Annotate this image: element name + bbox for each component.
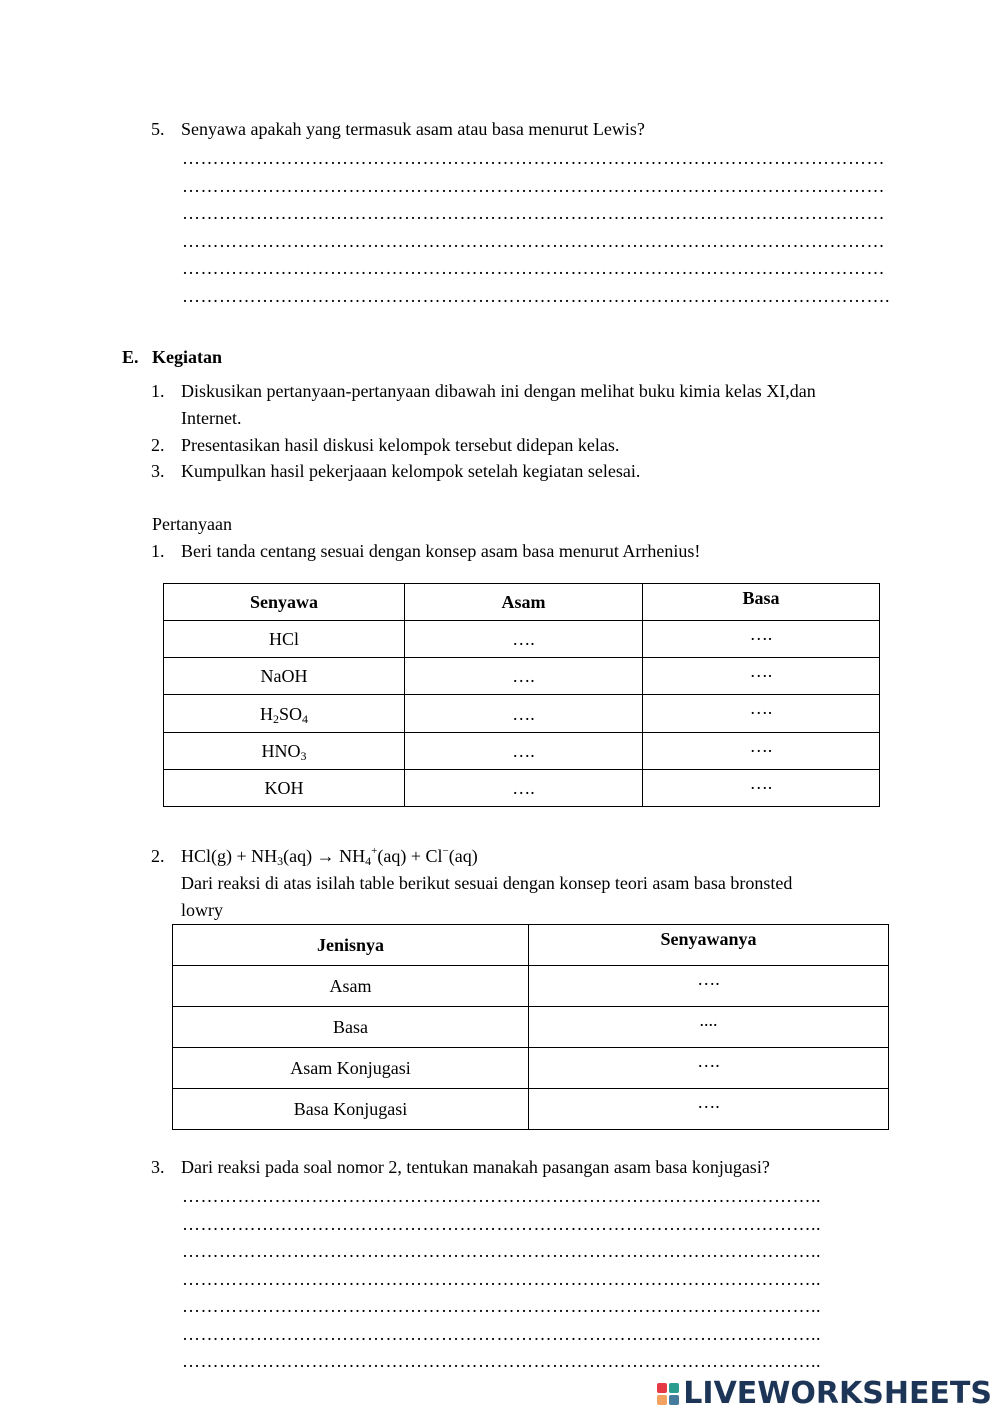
jenis-cell: Basa (173, 1007, 529, 1048)
e-item-1-text-cont: Internet. (181, 408, 242, 428)
col-header-basa: Basa (643, 584, 880, 621)
asam-answer-cell[interactable]: …. (405, 621, 643, 658)
basa-answer-cell[interactable]: …. (643, 695, 880, 733)
col-header-senyawa: Senyawa (164, 584, 405, 621)
compound-cell: HCl (164, 621, 405, 658)
senyawa-answer-cell[interactable]: .... (529, 1007, 889, 1048)
asam-answer-cell[interactable]: …. (405, 770, 643, 807)
table-row (164, 770, 880, 807)
col-header-asam: Asam (405, 584, 643, 621)
logo-mark-icon (657, 1383, 679, 1405)
e-item-3-text: Kumpulkan hasil pekerjaaan kelompok setelah kegiatan selesai. (181, 461, 641, 481)
pq1-text: Beri tanda centang sesuai dengan konsep asam basa menurut Arrhenius! (181, 541, 701, 561)
col-header-jenisnya: Jenisnya (173, 925, 529, 966)
section-e-title: Kegiatan (152, 347, 222, 367)
answer-line[interactable]: ………………………………………………………………………………………….. (182, 1268, 821, 1289)
pq2-text: Dari reaksi di atas isilah table berikut sesuai dengan konsep teori asam basa bronsted (181, 873, 793, 893)
senyawa-answer-cell[interactable]: …. (529, 966, 889, 1007)
senyawa-answer-cell[interactable]: …. (529, 1089, 889, 1130)
q5-text: Senyawa apakah yang termasuk asam atau basa menurut Lewis? (181, 119, 645, 139)
answer-line[interactable]: …………………………………………………………………………………………………… (182, 258, 885, 278)
asam-answer-cell[interactable]: …. (405, 695, 643, 733)
reaction-equation: $HCl(g) + NH_3(aq) \to NH_4^+(aq) + Cl^-(aq)$ (181, 845, 478, 868)
compound-cell: KOH (164, 770, 405, 807)
basa-answer-cell[interactable]: …. (643, 621, 880, 658)
answer-line[interactable]: ………………………………………………………………………………………….. (182, 1213, 821, 1234)
pq3-answer-lines[interactable] (182, 1183, 879, 1376)
table-row (164, 621, 880, 658)
compound-cell: $HNO_3$ (164, 733, 405, 770)
e-item-1-text: Diskusikan pertanyaan-pertanyaan dibawah ini dengan melihat buku kimia kelas XI,dan (181, 381, 816, 401)
table-row (164, 658, 880, 695)
pq2-number: 2. (151, 846, 165, 866)
compound-cell: $H_2SO_4$ (164, 695, 405, 733)
pertanyaan-heading: Pertanyaan (152, 514, 232, 534)
answer-line[interactable]: ………………………………………………………………………………………….. (182, 1186, 821, 1206)
liveworksheets-logo (657, 1376, 992, 1411)
answer-line[interactable]: …………………………………………………………………………………………………… (182, 203, 885, 223)
answer-line[interactable]: ………………………………………………………………………………………….. (182, 1323, 821, 1344)
pq3-text: Dari reaksi pada soal nomor 2, tentukan manakah pasangan asam basa konjugasi? (181, 1157, 770, 1177)
e-item-1-number: 1. (151, 381, 165, 401)
e-item-2-number: 2. (151, 435, 165, 455)
table-row (173, 1007, 889, 1048)
jenis-cell: Basa Konjugasi (173, 1089, 529, 1130)
pq1-number: 1. (151, 541, 165, 561)
jenis-cell: Asam Konjugasi (173, 1048, 529, 1089)
arrhenius-table (163, 583, 880, 807)
table-row (173, 1048, 889, 1089)
senyawa-answer-cell[interactable]: …. (529, 1048, 889, 1089)
q5-number: 5. (151, 119, 165, 139)
answer-line[interactable]: …………………………………………………………………………………………………… (182, 230, 885, 251)
asam-answer-cell[interactable]: …. (405, 733, 643, 770)
basa-answer-cell[interactable]: …. (643, 770, 880, 807)
pq3-number: 3. (151, 1157, 165, 1177)
basa-answer-cell[interactable]: …. (643, 733, 880, 770)
compound-cell: NaOH (164, 658, 405, 695)
basa-answer-cell[interactable]: …. (643, 658, 880, 695)
section-e-letter: E. (122, 347, 139, 367)
table-row (164, 695, 880, 733)
answer-line[interactable]: ………………………………………………………………………………………….. (182, 1296, 821, 1316)
q5-answer-lines[interactable] (182, 145, 907, 310)
e-item-2-text: Presentasikan hasil diskusi kelompok tersebut didepan kelas. (181, 435, 620, 455)
col-header-senyawanya: Senyawanya (529, 925, 889, 966)
pq2-text-cont: lowry (181, 900, 223, 920)
answer-line[interactable]: ……………………………………………………………………………………………………. (182, 285, 890, 306)
logo-text: LIVEWORKSHEETS (683, 1376, 992, 1411)
asam-answer-cell[interactable]: …. (405, 658, 643, 695)
bronsted-table (172, 924, 889, 1130)
answer-line[interactable]: ………………………………………………………………………………………….. (182, 1351, 821, 1371)
jenis-cell: Asam (173, 966, 529, 1007)
answer-line[interactable]: ………………………………………………………………………………………….. (182, 1241, 821, 1261)
table-row (173, 1089, 889, 1130)
answer-line[interactable]: …………………………………………………………………………………………………… (182, 175, 885, 196)
table-row (173, 966, 889, 1007)
e-item-3-number: 3. (151, 461, 165, 481)
answer-line[interactable]: …………………………………………………………………………………………………… (182, 148, 885, 168)
table-row (164, 733, 880, 770)
